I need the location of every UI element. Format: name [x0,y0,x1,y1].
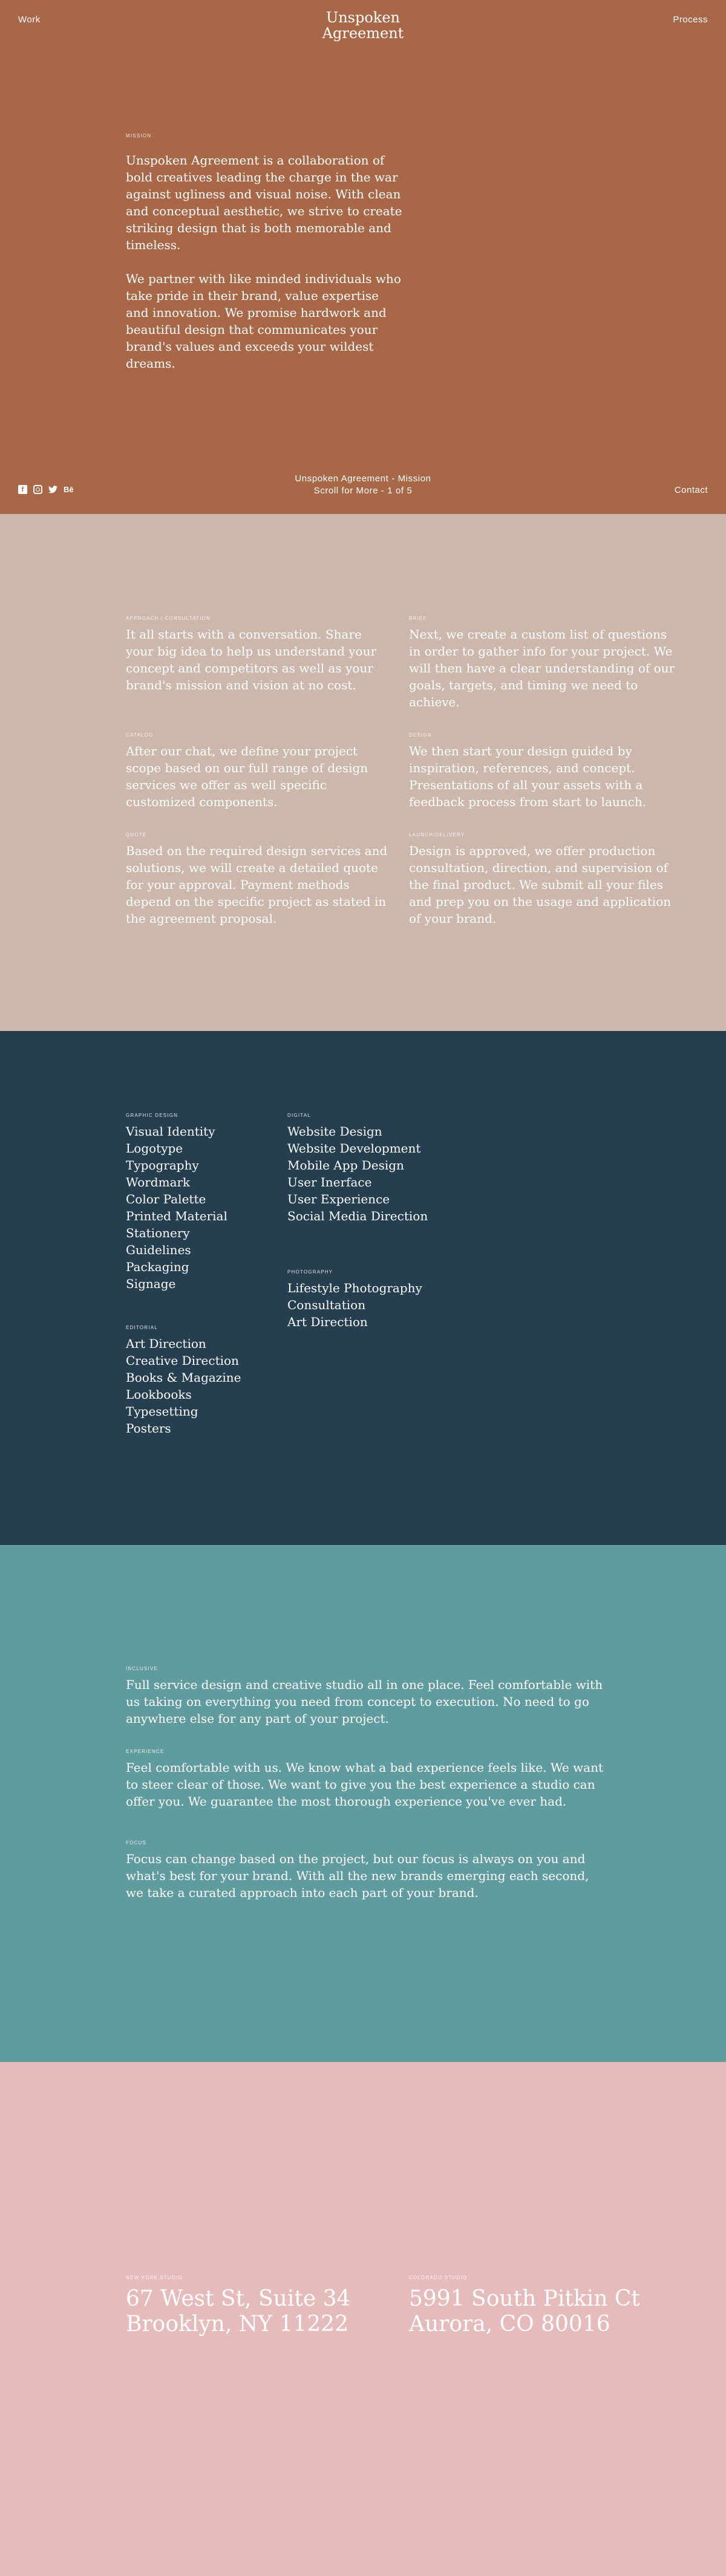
nav-process-link[interactable]: Process [673,15,708,25]
studio-eyebrow: NEW YORK STUDIO [126,2275,183,2280]
value-text: Focus can change based on the project, but our focus is always on you and what's best for your brand. With all the new brands emerging each second, we take a curated approach into each part of your brand. [126,1852,589,1900]
service-item: Wordmark [126,1175,191,1189]
studio-address-line: Brooklyn, NY 11222 [126,2312,348,2337]
process-step [409,832,682,927]
studios-section [0,2062,726,2576]
service-item: Books & Magazine [126,1370,241,1385]
logo-line-1: Unspoken [325,9,400,26]
service-item: Website Development [287,1141,421,1156]
process-step [126,732,409,810]
service-item: Posters [126,1421,171,1436]
process-step-eyebrow: QUOTE [126,832,147,838]
service-item: Social Media Direction [287,1209,428,1223]
service-group-digital [287,1113,469,1225]
value-item [126,1840,610,1901]
studio-eyebrow: COLORADO STUDIO [409,2275,468,2280]
value-text: Feel comfortable with us. We know what a bad experience feels like. We want to steer clear of those. We want to give you the best experience a studio can offer you. We guarantee the most thorough experience you've ever had. [126,1760,604,1809]
bottom-bar [18,473,708,497]
process-step-eyebrow: CATALOG [126,732,154,738]
value-item [126,1666,610,1727]
service-item: User Experience [287,1192,390,1206]
services-column-right [287,1113,469,1363]
process-step-text: Next, we create a custom list of questions in order to gather info for your project. We will then have a clear understanding of our goals, targets, and timing we need to achieve. [409,627,675,709]
process-step-eyebrow: BRIEF [409,616,427,621]
service-group-eyebrow: PHOTOGRAPHY [287,1269,333,1275]
service-group-photography [287,1269,469,1330]
service-item: Mobile App Design [287,1158,404,1173]
social-links [18,485,74,494]
process-step [409,616,682,711]
process-step-text: Design is approved, we offer production consultation, direction, and supervision of the final product. We submit all your files and prep you on the usage and application of your brand. [409,844,672,926]
service-item: Lifestyle Photography [287,1281,422,1295]
service-item: Color Palette [126,1192,206,1206]
value-text: Full service design and creative studio all in one place. Feel comfortable with us taking on everything you need from concept to execution. No need to go anywhere else for any part of your project. [126,1677,603,1726]
nav-work-link[interactable]: Work [18,15,41,25]
studio-colorado [409,2275,675,2337]
service-group-editorial [126,1325,283,1437]
process-step [126,616,409,711]
top-nav [18,9,708,44]
process-step [409,732,682,810]
value-eyebrow: INCLUSIVE [126,1666,159,1671]
mission-paragraph: We partner with like minded individuals who take pride in their brand, value expertise and innovation. We promise hardwork and beautiful design that communicates your brand's values and exceeds your wildest dreams. [126,272,401,371]
service-item: User Inerface [287,1175,372,1189]
site-logo[interactable] [302,10,424,41]
service-item: Signage [126,1277,176,1291]
service-item: Packaging [126,1260,189,1274]
services-column-left [126,1113,283,1469]
nav-contact-link[interactable]: Contact [674,485,708,495]
value-eyebrow: EXPERIENCE [126,1749,165,1754]
service-item: Consultation [287,1298,366,1312]
service-item: Art Direction [126,1336,206,1351]
process-section [0,514,726,1031]
mission-eyebrow: MISSION [126,133,152,138]
service-group-eyebrow: DIGITAL [287,1113,311,1118]
service-item: Visual Identity [126,1124,215,1139]
service-item: Stationery [126,1226,190,1240]
studio-address-line: Aurora, CO 80016 [409,2312,610,2337]
service-item: Guidelines [126,1243,191,1257]
services-section [0,1031,726,1545]
process-step-eyebrow: APPROACH / CONSULTATION [126,616,211,621]
facebook-icon[interactable]: f [18,485,27,494]
service-group-graphic-design [126,1113,283,1292]
process-step-text: After our chat, we define your project scope based on our full range of design services we offer as well specific customized components. [126,744,368,809]
section-caption [236,473,490,497]
service-item: Typesetting [126,1404,198,1419]
mission-paragraph: Unspoken Agreement is a collaboration of bold creatives leading the charge in the war against ugliness and visual noise. With clean and conceptual aesthetic, we strive to create striking design that is both memorable and timeless. [126,153,402,252]
process-step [126,832,409,927]
process-step-eyebrow: DESIGN [409,732,432,738]
process-step-eyebrow: LAUNCH/DELIVERY [409,832,465,838]
values-section [0,1545,726,2062]
mission-block [126,133,404,389]
service-item: Typography [126,1158,199,1173]
service-item: Creative Direction [126,1353,239,1368]
logo-line-2: Agreement [322,25,404,42]
service-item: Printed Material [126,1209,227,1223]
value-eyebrow: FOCUS [126,1840,146,1846]
value-item [126,1749,610,1810]
service-item: Lookbooks [126,1387,192,1402]
studio-address-line: 67 West St, Suite 34 [126,2286,351,2311]
service-item: Art Direction [287,1315,368,1329]
service-group-eyebrow: GRAPHIC DESIGN [126,1113,178,1118]
process-step-text: We then start your design guided by inspiration, references, and concept. Presentations of all your assets with a feedback process from start to launch. [409,744,647,809]
studio-address-line: 5991 South Pitkin Ct [409,2286,640,2311]
service-item: Logotype [126,1141,183,1156]
mission-section [0,0,726,514]
process-step-text: Based on the required design services and solutions, we will create a detailed quote for your approval. Payment methods depend on the specific project as stated in the agreement proposal. [126,844,388,926]
caption-title: Unspoken Agreement - Mission [295,473,431,484]
service-item: Website Design [287,1124,382,1139]
twitter-icon[interactable] [48,485,57,494]
values-block [126,1666,610,1923]
instagram-icon[interactable] [33,485,42,494]
behance-icon[interactable]: Bē [64,485,74,494]
process-grid [126,616,682,927]
service-group-eyebrow: EDITORIAL [126,1325,158,1330]
studio-new-york [126,2275,392,2337]
process-step-text: It all starts with a conversation. Share your big idea to help us understand your concept and competitors as well as your brand's mission and vision at no cost. [126,627,377,692]
caption-scroll-hint: Scroll for More - 1 of 5 [313,486,413,496]
